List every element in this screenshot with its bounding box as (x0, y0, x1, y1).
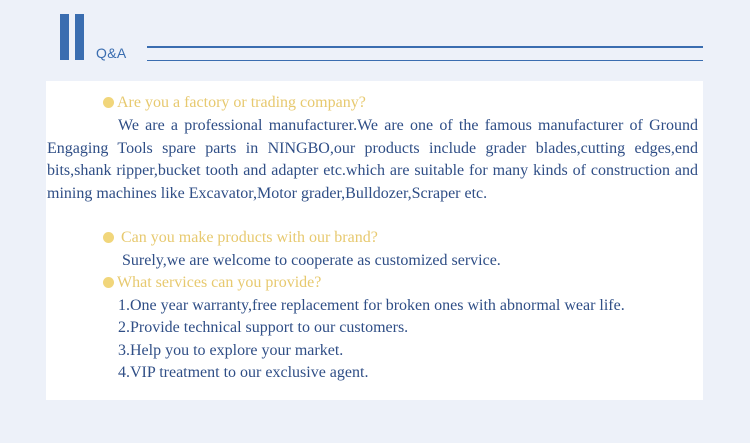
bullet-dot-icon (103, 232, 114, 243)
section-title: Q&A (96, 45, 127, 61)
header-bar-left (60, 14, 69, 60)
faq-answer-3-item-2: 2.Provide technical support to our customers. (118, 319, 409, 336)
faq-answer-2: Surely,we are welcome to cooperate as customized service. (122, 252, 501, 269)
faq-answer-1: We are a professional manufacturer.We are one of the famous manufacturer of Ground Engaging Tools spare parts in NINGBO,our products include grader blades,cutting edges,end bits,shank ripper,bucket tooth and adapter etc.which are suitable for many kinds of construction and mining machines like Excavator,Motor grader,Bulldozer,Scraper etc. (47, 117, 698, 202)
faq-question-1 (103, 92, 366, 115)
faq-question-2 (103, 227, 378, 250)
faq-card (46, 81, 703, 400)
faq-answer-3-item-3: 3.Help you to explore your market. (118, 342, 344, 359)
bullet-dot-icon (103, 277, 114, 288)
faq-question-text: Are you a factory or trading company? (117, 94, 366, 111)
header-rule-bottom (147, 60, 703, 61)
faq-question-text: What services can you provide? (117, 274, 322, 291)
faq-question-text: Can you make products with our brand? (121, 229, 378, 246)
faq-answer-3-item-1: 1.One year warranty,free replacement for broken ones with abnormal wear life. (118, 297, 625, 314)
faq-question-3 (103, 272, 321, 295)
bullet-dot-icon (103, 97, 114, 108)
header-bar-right (75, 14, 84, 60)
faq-answer-3-item-4: 4.VIP treatment to our exclusive agent. (118, 364, 369, 381)
header-rule-top (147, 46, 703, 48)
